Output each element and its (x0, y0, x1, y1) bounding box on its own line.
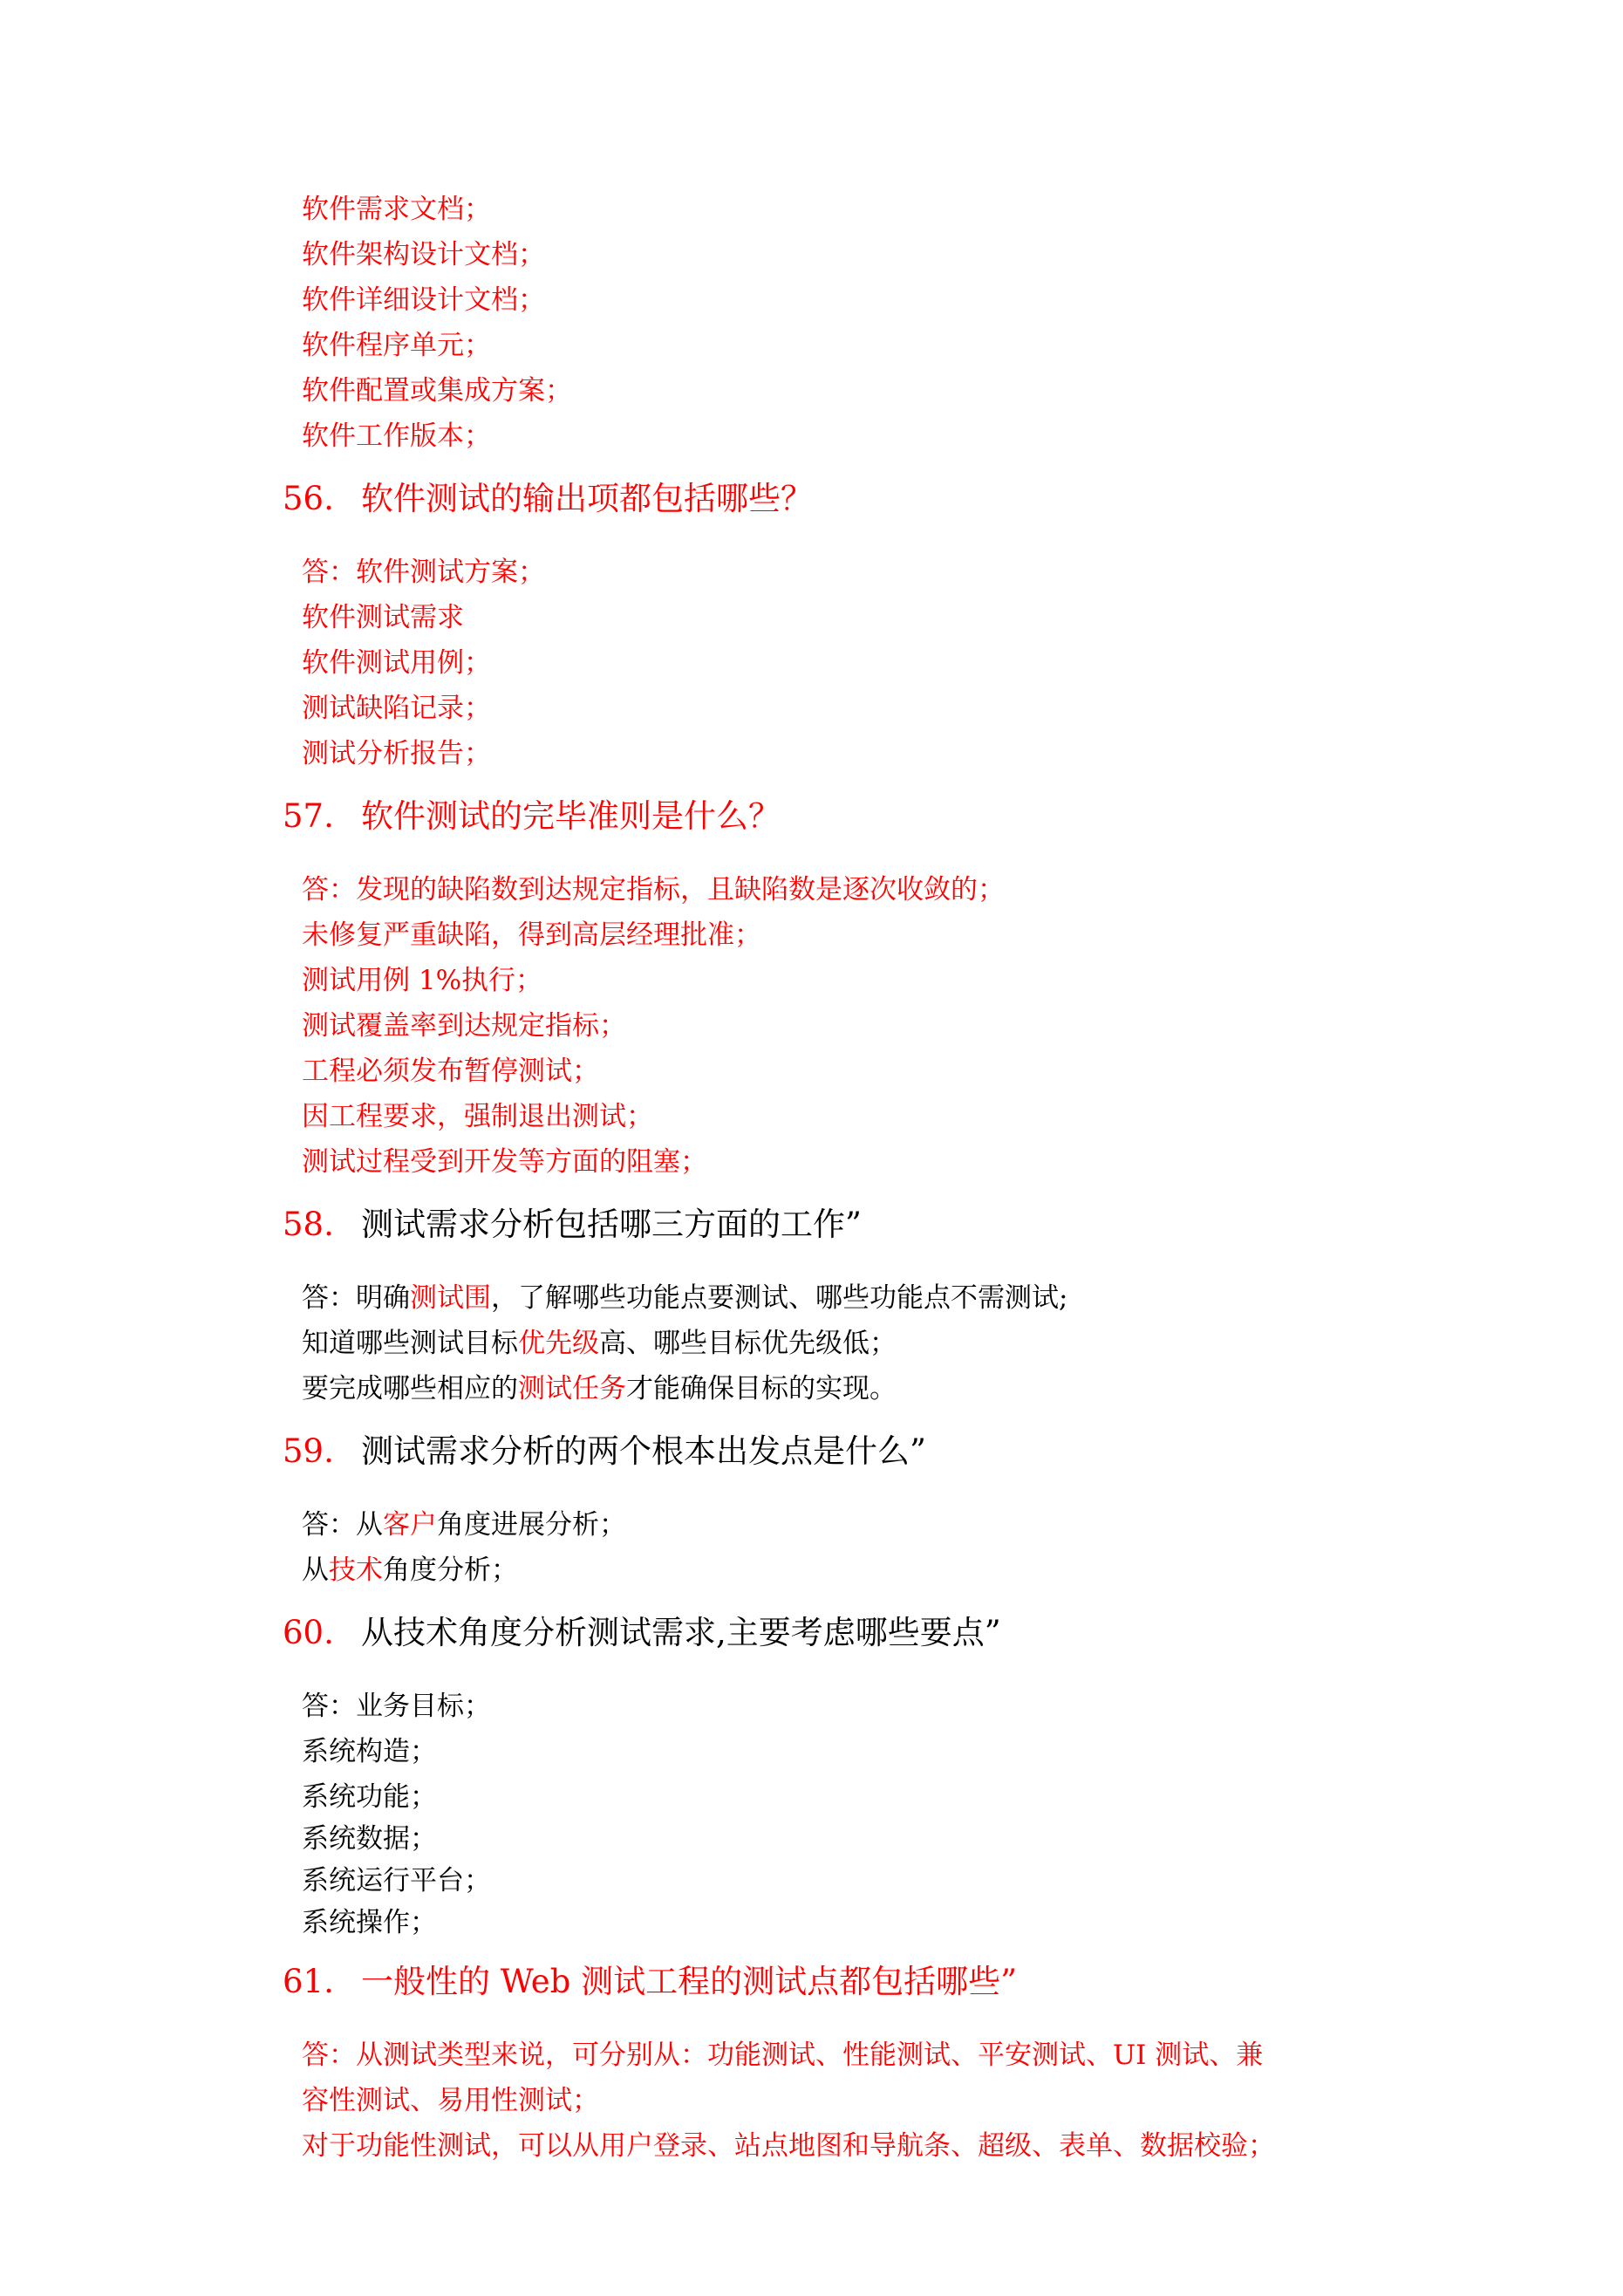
answer-line: 工程必须发布暂停测试； (302, 1056, 599, 1087)
answer-line: 容性测试、易用性测试； (302, 2085, 599, 2116)
answer-line (302, 1553, 518, 1588)
answer-highlight: 测试围 (410, 1282, 491, 1314)
answer-line: 对于功能性测试，可以从用户登录、站点地图和导航条、超级、表单、数据校验； (302, 2130, 1275, 2162)
answer-line: 未修复严重缺陷，得到高层经理批准； (302, 919, 761, 951)
answer-highlight: 测试任务 (518, 1373, 626, 1404)
answer-line: 软件工作版本； (302, 420, 491, 452)
question-heading-60 (283, 1612, 1001, 1654)
question-heading-57 (283, 796, 781, 837)
question-number: 60. (283, 1614, 334, 1651)
question-heading-59 (283, 1431, 926, 1473)
answer-text: 答：明确 (302, 1282, 410, 1314)
question-title: 从技术角度分析测试需求,主要考虑哪些要点” (361, 1614, 1001, 1651)
answer-text: 高、哪些目标优先级低； (599, 1328, 897, 1359)
answer-line: 软件架构设计文档； (302, 239, 545, 270)
answer-text: 答：从 (302, 1509, 383, 1541)
answer-line: 测试覆盖率到达规定指标； (302, 1010, 626, 1042)
answer-line: 软件测试用例； (302, 647, 491, 679)
question-number: 59. (283, 1432, 334, 1470)
answer-text: 要完成哪些相应的 (302, 1373, 518, 1404)
answer-highlight: 客户 (383, 1509, 437, 1541)
answer-line (302, 1371, 897, 1406)
question-number: 61. (283, 1963, 334, 2000)
answer-line: 系统数据； (302, 1823, 437, 1855)
answer-line (302, 1507, 626, 1542)
question-title: 测试需求分析包括哪三方面的工作” (361, 1206, 862, 1243)
question-title: 软件测试的输出项都包括哪些？ (361, 480, 813, 517)
answer-line (302, 1326, 897, 1361)
answer-line: 软件程序单元； (302, 330, 491, 361)
question-heading-58 (283, 1204, 862, 1246)
answer-line: 答：业务目标； (302, 1691, 491, 1722)
answer-line: 答：从测试类型来说，可分别从：功能测试、性能测试、平安测试、UI 测试、兼 (302, 2040, 1264, 2071)
question-number: 57. (283, 797, 334, 835)
answer-line: 系统构造； (302, 1736, 437, 1767)
answer-text: ，了解哪些功能点要测试、哪些功能点不需测试; (491, 1282, 1068, 1314)
question-heading-56 (283, 478, 813, 520)
question-title: 一般性的 Web 测试工程的测试点都包括哪些” (361, 1963, 1018, 2000)
answer-line: 系统运行平台； (302, 1865, 491, 1896)
answer-line: 答：软件测试方案； (302, 557, 545, 588)
answer-line: 因工程要求，强制退出测试； (302, 1101, 653, 1132)
answer-text: 角度分析； (383, 1555, 518, 1586)
answer-line: 测试分析报告； (302, 738, 491, 769)
answer-line: 软件配置或集成方案； (302, 375, 572, 407)
question-title: 测试需求分析的两个根本出发点是什么” (361, 1432, 926, 1470)
answer-line: 测试缺陷记录； (302, 693, 491, 724)
answer-line: 测试用例 1%执行； (302, 965, 543, 996)
answer-line: 系统功能； (302, 1781, 437, 1813)
answer-text: 从 (302, 1555, 329, 1586)
answer-line: 软件详细设计文档； (302, 284, 545, 316)
answer-line: 系统操作； (302, 1907, 437, 1938)
answer-text: 才能确保目标的实现。 (626, 1373, 897, 1404)
answer-line (302, 1281, 1067, 1315)
question-number: 56. (283, 480, 334, 517)
question-number: 58. (283, 1206, 334, 1243)
question-heading-61 (283, 1961, 1017, 2003)
answer-line: 软件需求文档； (302, 194, 491, 225)
answer-text: 知道哪些测试目标 (302, 1328, 518, 1359)
answer-highlight: 优先级 (518, 1328, 599, 1359)
answer-highlight: 技术 (329, 1555, 383, 1586)
answer-line: 软件测试需求 (302, 602, 464, 633)
question-title: 软件测试的完毕准则是什么？ (361, 797, 781, 835)
answer-line: 答：发现的缺陷数到达规定指标，且缺陷数是逐次收敛的； (302, 874, 1005, 905)
answer-text: 角度进展分析； (437, 1509, 626, 1541)
answer-line: 测试过程受到开发等方面的阻塞； (302, 1146, 707, 1178)
